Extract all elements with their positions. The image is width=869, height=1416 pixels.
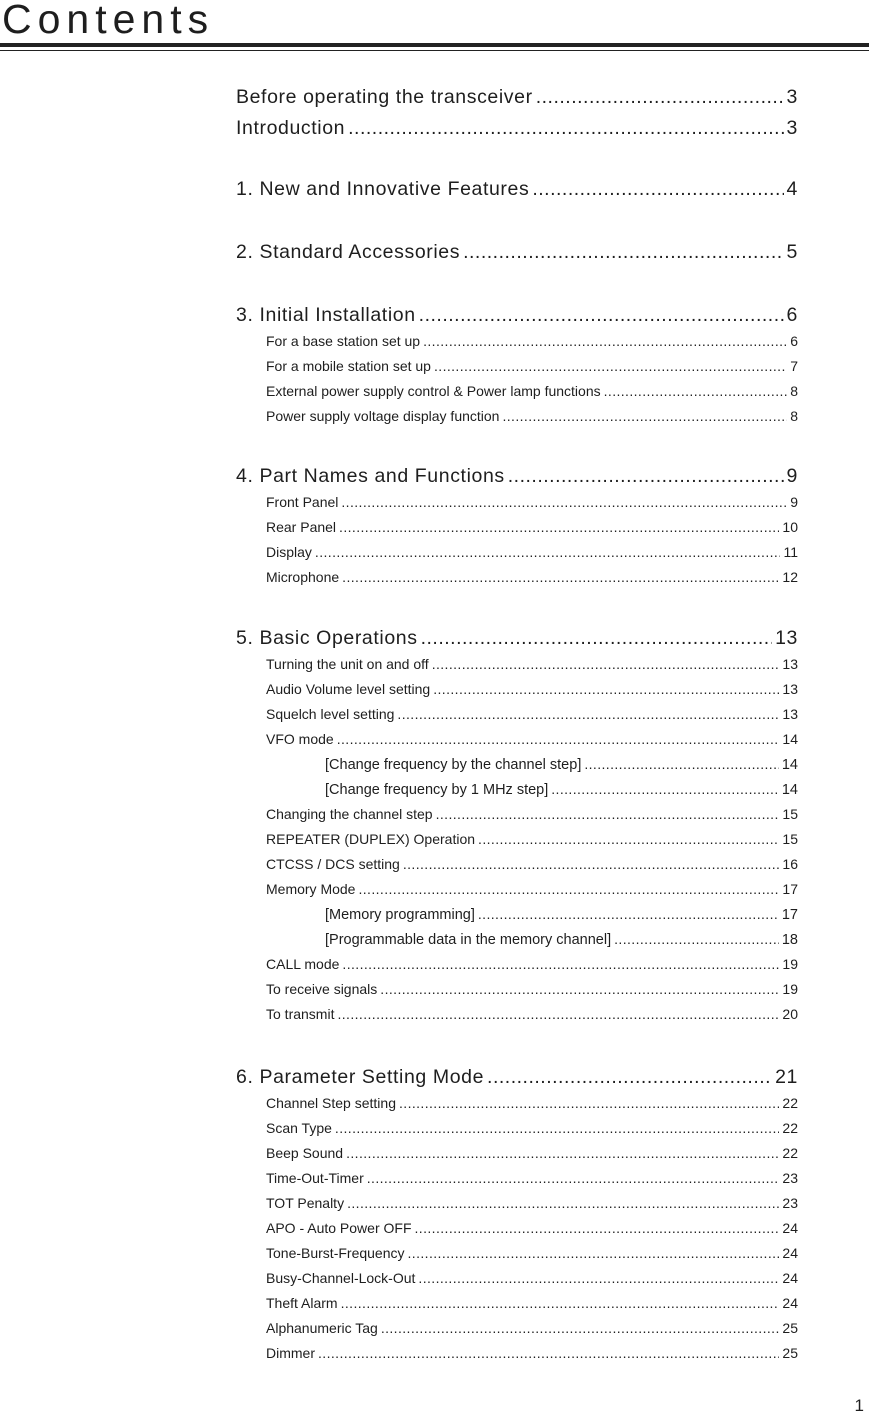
dot-leader xyxy=(419,304,784,327)
toc-subsection-entry[interactable] xyxy=(236,1245,798,1261)
toc-entry-label: Changing the channel step xyxy=(266,806,433,822)
dot-leader xyxy=(380,981,779,997)
toc-entry-label: Busy-Channel-Lock-Out xyxy=(266,1270,416,1286)
toc-section-entry[interactable] xyxy=(236,1066,798,1089)
toc-entry-label: Display xyxy=(266,544,312,560)
toc-entry-page-number: 23 xyxy=(782,1195,798,1211)
title-rule-thin xyxy=(0,50,869,51)
dot-leader xyxy=(436,806,780,822)
dot-leader xyxy=(432,656,780,672)
toc-entry-page-number: 14 xyxy=(781,757,798,773)
toc-subsection-entry[interactable] xyxy=(236,1195,798,1211)
toc-entry-label: [Memory programming] xyxy=(325,907,475,923)
dot-leader xyxy=(342,956,779,972)
toc-entry-page-number: 3 xyxy=(786,86,798,108)
toc-subsection-entry[interactable] xyxy=(236,1220,798,1236)
page-number: 1 xyxy=(854,1396,864,1415)
toc-entry-page-number: 25 xyxy=(782,1320,798,1336)
toc-entry-page-number: 22 xyxy=(782,1145,798,1161)
toc-subsection-entry[interactable] xyxy=(236,383,798,399)
toc-entry-page-number: 15 xyxy=(782,806,798,822)
toc-entry-page-number: 22 xyxy=(782,1120,798,1136)
toc-entry-page-number: 24 xyxy=(782,1245,798,1261)
toc-entry-page-number: 9 xyxy=(786,465,798,487)
toc-subsection-entry[interactable] xyxy=(236,856,798,872)
toc-entry-page-number: 13 xyxy=(775,627,798,649)
dot-leader xyxy=(604,383,788,399)
toc-subsection-entry[interactable] xyxy=(236,1006,798,1022)
toc-entry-page-number: 8 xyxy=(790,383,798,399)
toc-subsection-entry[interactable] xyxy=(236,1345,798,1361)
toc-subsection-entry[interactable] xyxy=(236,781,798,798)
toc-section-entry[interactable] xyxy=(236,86,798,109)
toc-entry-label: APO - Auto Power OFF xyxy=(266,1220,412,1236)
dot-leader xyxy=(403,856,780,872)
toc-entry-page-number: 5 xyxy=(786,241,798,263)
dot-leader xyxy=(508,465,784,488)
dot-leader xyxy=(418,1270,779,1286)
dot-leader xyxy=(434,358,787,374)
dot-leader xyxy=(536,86,784,109)
toc-section-entry[interactable] xyxy=(236,627,798,650)
toc-entry-label: Theft Alarm xyxy=(266,1295,338,1311)
toc-entry-label: To receive signals xyxy=(266,981,378,997)
dot-leader xyxy=(315,544,781,560)
toc-entry-label: Scan Type xyxy=(266,1120,332,1136)
toc-subsection-entry[interactable] xyxy=(236,1095,798,1111)
toc-subsection-entry[interactable] xyxy=(236,1145,798,1161)
toc-section-entry[interactable] xyxy=(236,304,798,327)
toc-entry-label: CALL mode xyxy=(266,956,340,972)
toc-subsection-entry[interactable] xyxy=(236,906,798,923)
toc-section-entry[interactable] xyxy=(236,117,798,140)
toc-entry-page-number: 6 xyxy=(786,304,798,326)
toc-entry-page-number: 25 xyxy=(782,1345,798,1361)
toc-entry-page-number: 9 xyxy=(790,494,798,510)
dot-leader xyxy=(478,906,779,922)
toc-entry-label: Time-Out-Timer xyxy=(266,1170,364,1186)
toc-entry-label: Rear Panel xyxy=(266,519,337,535)
dot-leader xyxy=(348,117,783,140)
dot-leader xyxy=(415,1220,780,1236)
toc-entry-label: Alphanumeric Tag xyxy=(266,1320,378,1336)
toc-entry-label: Front Panel xyxy=(266,494,339,510)
toc-subsection-entry[interactable] xyxy=(236,956,798,972)
page-title: Contents xyxy=(2,0,215,42)
toc-entry-label: Audio Volume level setting xyxy=(266,681,431,697)
dot-leader xyxy=(421,627,773,650)
dot-leader xyxy=(347,1195,779,1211)
dot-leader xyxy=(397,706,779,722)
dot-leader xyxy=(318,1345,779,1361)
toc-entry-label: Beep Sound xyxy=(266,1145,344,1161)
toc-entry-label: [Change frequency by 1 MHz step] xyxy=(325,782,549,798)
toc-section-entry[interactable] xyxy=(236,465,798,488)
dot-leader xyxy=(399,1095,779,1111)
toc-entry-label: Memory Mode xyxy=(266,881,356,897)
dot-leader xyxy=(463,241,783,264)
toc-entry-page-number: 15 xyxy=(782,831,798,847)
toc-subsection-entry[interactable] xyxy=(236,681,798,697)
toc-entry-label: REPEATER (DUPLEX) Operation xyxy=(266,831,476,847)
toc-subsection-entry[interactable] xyxy=(236,544,798,560)
toc-section-entry[interactable] xyxy=(236,241,798,264)
toc-entry-label: Squelch level setting xyxy=(266,706,395,722)
toc-entry-page-number: 12 xyxy=(782,569,798,585)
toc-entry-page-number: 13 xyxy=(782,681,798,697)
toc-subsection-entry[interactable] xyxy=(236,1320,798,1336)
toc-entry-label: External power supply control & Power lamp functions xyxy=(266,383,601,399)
toc-subsection-entry[interactable] xyxy=(236,408,798,424)
dot-leader xyxy=(584,756,779,772)
toc-entry-label: [Change frequency by the channel step] xyxy=(325,757,582,773)
dot-leader xyxy=(381,1320,780,1336)
toc-entry-page-number: 19 xyxy=(782,956,798,972)
toc-entry-label: 3. Initial Installation xyxy=(236,304,416,326)
toc-entry-page-number: 3 xyxy=(786,117,798,139)
toc-entry-label: CTCSS / DCS setting xyxy=(266,856,400,872)
toc-entry-page-number: 17 xyxy=(781,907,798,923)
toc-subsection-entry[interactable] xyxy=(236,881,798,897)
toc-entry-label: Turning the unit on and off xyxy=(266,656,429,672)
dot-leader xyxy=(342,569,779,585)
toc-entry-label: 4. Part Names and Functions xyxy=(236,465,505,487)
dot-leader xyxy=(423,333,787,349)
toc-subsection-entry[interactable] xyxy=(236,981,798,997)
toc-entry-label: For a mobile station set up xyxy=(266,358,431,374)
toc-entry-page-number: 4 xyxy=(786,178,798,200)
dot-leader xyxy=(433,681,779,697)
toc-subsection-entry[interactable] xyxy=(236,931,798,948)
toc-subsection-entry[interactable] xyxy=(236,358,798,374)
toc-entry-label: 2. Standard Accessories xyxy=(236,241,461,263)
toc-entry-page-number: 8 xyxy=(790,408,798,424)
toc-entry-label: Before operating the transceiver xyxy=(236,86,533,108)
toc-entry-page-number: 16 xyxy=(782,856,798,872)
dot-leader xyxy=(337,1006,779,1022)
toc-entry-label: 1. New and Innovative Features xyxy=(236,178,530,200)
toc-entry-label: Tone-Burst-Frequency xyxy=(266,1245,405,1261)
toc-entry-page-number: 18 xyxy=(781,932,798,948)
toc-entry-page-number: 24 xyxy=(782,1295,798,1311)
toc-entry-page-number: 23 xyxy=(782,1170,798,1186)
toc-subsection-entry[interactable] xyxy=(236,656,798,672)
toc-subsection-entry[interactable] xyxy=(236,1170,798,1186)
toc-entry-page-number: 10 xyxy=(782,519,798,535)
toc-entry-page-number: 24 xyxy=(782,1270,798,1286)
dot-leader xyxy=(614,931,779,947)
toc-subsection-entry[interactable] xyxy=(236,1295,798,1311)
toc-subsection-entry[interactable] xyxy=(236,756,798,773)
dot-leader xyxy=(335,1120,780,1136)
toc-entry-page-number: 22 xyxy=(782,1095,798,1111)
toc-entry-label: 5. Basic Operations xyxy=(236,627,418,649)
toc-entry-label: To transmit xyxy=(266,1006,335,1022)
dot-leader xyxy=(341,494,787,510)
toc-entry-label: Power supply voltage display function xyxy=(266,408,500,424)
toc-subsection-entry[interactable] xyxy=(236,494,798,510)
toc-entry-page-number: 6 xyxy=(790,333,798,349)
toc-entry-page-number: 21 xyxy=(775,1066,798,1088)
toc-entry-label: Dimmer xyxy=(266,1345,315,1361)
toc-entry-page-number: 11 xyxy=(783,544,798,560)
title-rule-thick xyxy=(0,43,869,47)
toc-entry-page-number: 19 xyxy=(782,981,798,997)
dot-leader xyxy=(487,1066,772,1089)
toc-entry-page-number: 24 xyxy=(782,1220,798,1236)
dot-leader xyxy=(551,781,779,797)
dot-leader xyxy=(341,1295,780,1311)
toc-entry-page-number: 20 xyxy=(782,1006,798,1022)
toc-subsection-entry[interactable] xyxy=(236,333,798,349)
dot-leader xyxy=(367,1170,780,1186)
toc-entry-page-number: 7 xyxy=(790,358,798,374)
toc-section-entry[interactable] xyxy=(236,178,798,201)
toc-subsection-entry[interactable] xyxy=(236,1120,798,1136)
toc-entry-page-number: 14 xyxy=(782,731,798,747)
dot-leader xyxy=(532,178,783,201)
toc-subsection-entry[interactable] xyxy=(236,519,798,535)
dot-leader xyxy=(358,881,779,897)
dot-leader xyxy=(339,519,779,535)
toc-entry-page-number: 17 xyxy=(782,881,798,897)
toc-subsection-entry[interactable] xyxy=(236,569,798,585)
dot-leader xyxy=(502,408,787,424)
dot-leader xyxy=(346,1145,779,1161)
toc-entry-label: Channel Step setting xyxy=(266,1095,396,1111)
dot-leader xyxy=(408,1245,780,1261)
toc-entry-label: Introduction xyxy=(236,117,346,139)
toc-entry-label: 6. Parameter Setting Mode xyxy=(236,1066,485,1088)
toc-entry-label: Microphone xyxy=(266,569,340,585)
toc-subsection-entry[interactable] xyxy=(236,806,798,822)
toc-entry-page-number: 13 xyxy=(782,706,798,722)
toc-entry-label: For a base station set up xyxy=(266,333,421,349)
toc-entry-page-number: 14 xyxy=(781,782,798,798)
toc-subsection-entry[interactable] xyxy=(236,1270,798,1286)
toc-entry-label: TOT Penalty xyxy=(266,1195,345,1211)
toc-entry-page-number: 13 xyxy=(782,656,798,672)
dot-leader xyxy=(337,731,780,747)
toc-subsection-entry[interactable] xyxy=(236,831,798,847)
toc-subsection-entry[interactable] xyxy=(236,706,798,722)
toc-subsection-entry[interactable] xyxy=(236,731,798,747)
toc-entry-label: [Programmable data in the memory channel] xyxy=(325,932,612,948)
dot-leader xyxy=(478,831,779,847)
toc-entry-label: VFO mode xyxy=(266,731,334,747)
